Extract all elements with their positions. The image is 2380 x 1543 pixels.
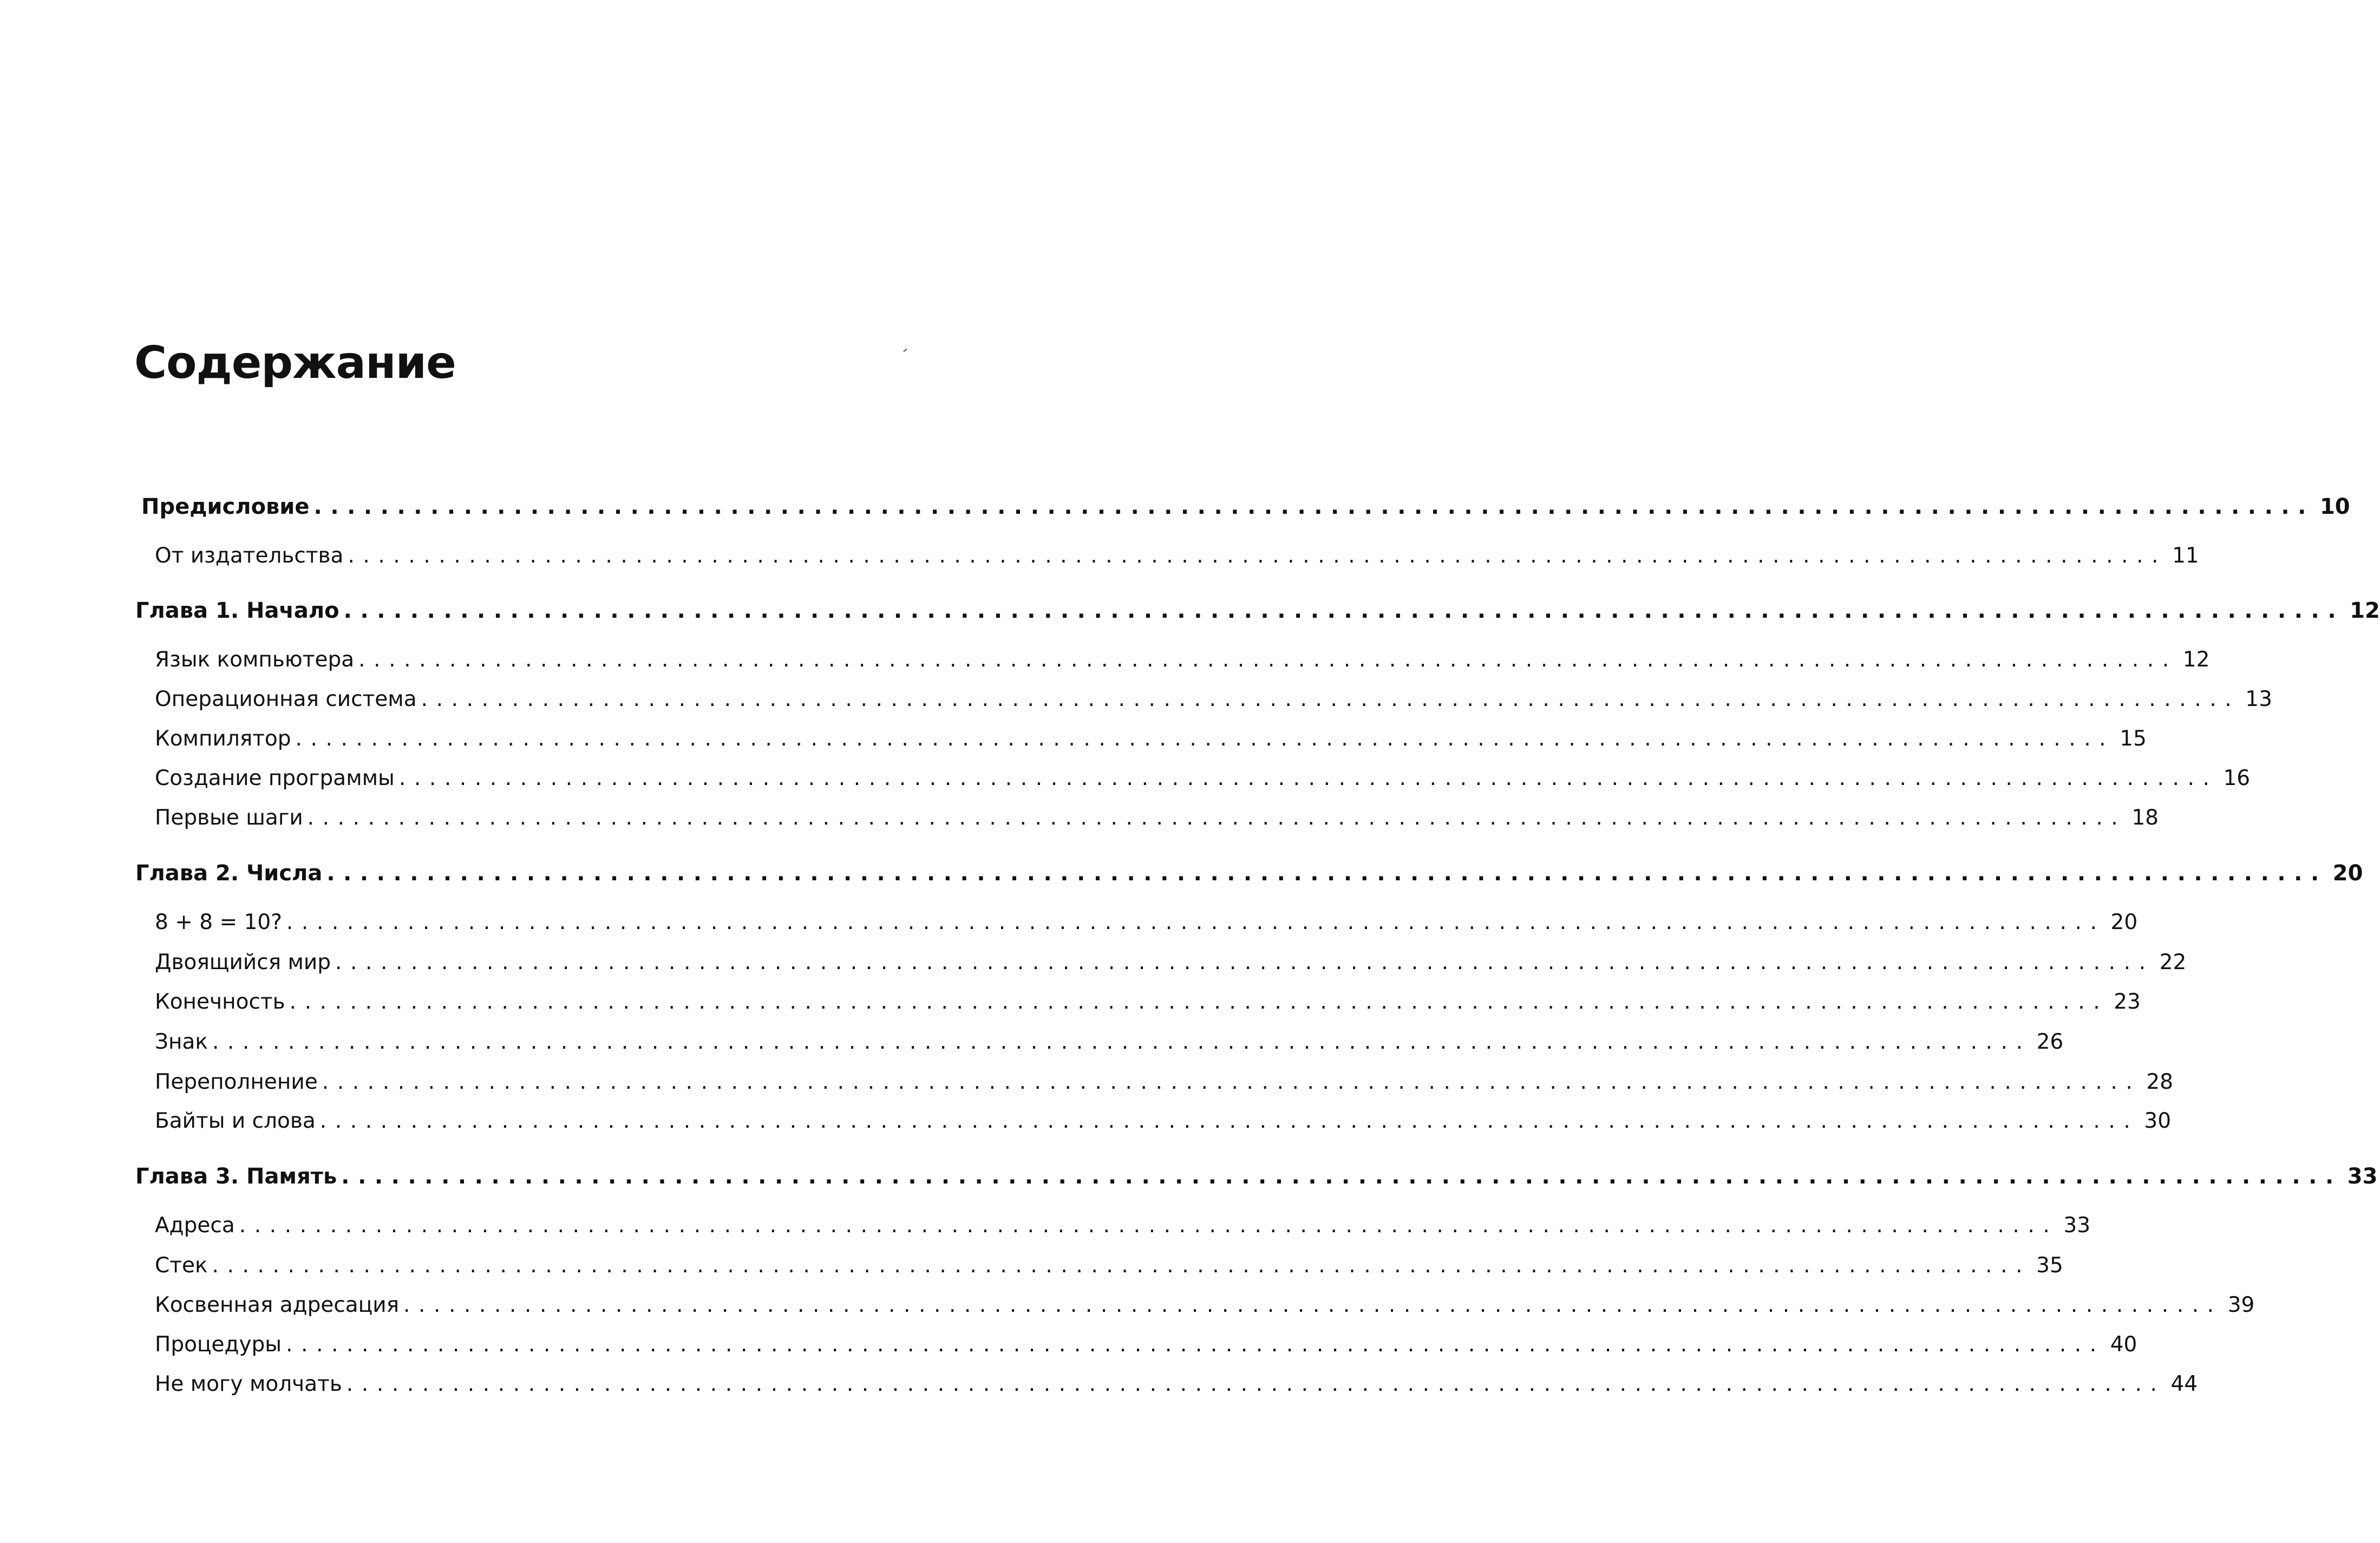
toc-page-number: 10 <box>2319 494 2350 519</box>
toc-chapter-2[interactable] <box>135 861 2363 886</box>
toc-entry-title: Глава 1. Начало <box>135 598 339 623</box>
toc-leader-dots: ........................................................................................................................ <box>212 1253 2031 1278</box>
toc-entry-title: Глава 2. Числа <box>135 861 323 886</box>
toc-entry-title: 8 + 8 = 10? <box>155 910 282 934</box>
toc-chapter-preface[interactable] <box>141 494 2350 519</box>
toc-leader-dots: ........................................................................................................................ <box>335 950 2154 975</box>
toc-page-number: 28 <box>2146 1069 2173 1094</box>
toc-page-number: 44 <box>2170 1371 2198 1396</box>
toc-page-number: 39 <box>2227 1292 2255 1317</box>
toc-leader-dots: ........................................................................................................................ <box>295 726 2115 751</box>
toc-entry-title: От издательства <box>155 543 344 568</box>
toc-leader-dots: ........................................................................................................................ <box>289 989 2109 1014</box>
toc-page-number: 40 <box>2110 1332 2137 1357</box>
toc-entry-title: Стек <box>155 1253 208 1278</box>
toc-page-number: 18 <box>2131 805 2159 830</box>
toc-leader-dots: ........................................................................................................................ <box>326 861 2327 886</box>
toc-leader-dots: ........................................................................................................................ <box>343 598 2345 623</box>
toc-section-operating-system[interactable] <box>155 686 2272 711</box>
toc-page-number: 30 <box>2144 1108 2172 1133</box>
page-title: Содержание <box>134 337 456 389</box>
toc-page-number: 22 <box>2159 950 2187 975</box>
toc-page-number: 35 <box>2036 1253 2063 1278</box>
toc-page-number: 20 <box>2332 861 2363 886</box>
toc-leader-dots: ........................................................................................................................ <box>398 766 2218 790</box>
toc-section-dual-world[interactable] <box>155 950 2187 975</box>
toc-chapter-1[interactable] <box>135 598 2380 623</box>
toc-section-8-plus-8[interactable] <box>155 910 2138 934</box>
toc-leader-dots: ........................................................................................................................ <box>313 494 2314 519</box>
toc-page-number: 12 <box>2350 598 2380 623</box>
toc-page-number: 20 <box>2110 910 2138 934</box>
toc-leader-dots: ........................................................................................................................ <box>346 1371 2166 1396</box>
toc-section-finiteness[interactable] <box>155 989 2141 1014</box>
toc-section-from-publisher[interactable] <box>155 543 2199 568</box>
toc-entry-title: Конечность <box>155 989 285 1014</box>
toc-page-number: 13 <box>2245 686 2272 711</box>
toc-leader-dots: ........................................................................................................................ <box>421 686 2240 711</box>
toc-leader-dots: ........................................................................................................................ <box>286 910 2106 934</box>
toc-page-number: 12 <box>2182 647 2210 672</box>
toc-entry-title: Предисловие <box>141 494 310 519</box>
toc-section-stack[interactable] <box>155 1253 2063 1278</box>
toc-section-computer-language[interactable] <box>155 647 2210 672</box>
toc-page-number: 16 <box>2223 766 2251 790</box>
toc-chapter-3[interactable] <box>135 1164 2378 1189</box>
toc-entry-title: Первые шаги <box>155 805 303 830</box>
toc-leader-dots: ........................................................................................................................ <box>319 1108 2139 1133</box>
toc-entry-title: Создание программы <box>155 766 395 790</box>
toc-leader-dots: ........................................................................................................................ <box>348 543 2167 568</box>
toc-section-addresses[interactable] <box>155 1213 2091 1238</box>
toc-entry-title: Двоящийся мир <box>155 950 331 975</box>
toc-leader-dots: ........................................................................................................................ <box>307 805 2127 830</box>
toc-leader-dots: ........................................................................................................................ <box>403 1292 2222 1317</box>
toc-leader-dots: ........................................................................................................................ <box>212 1029 2031 1054</box>
toc-page-number: 15 <box>2120 726 2147 751</box>
toc-entry-title: Знак <box>155 1029 208 1054</box>
toc-page-number: 11 <box>2172 543 2199 568</box>
toc-entry-title: Байты и слова <box>155 1108 316 1133</box>
toc-entry-title: Язык компьютера <box>155 647 355 672</box>
toc-entry-title: Косвенная адресация <box>155 1292 400 1317</box>
toc-section-first-steps[interactable] <box>155 805 2159 830</box>
toc-leader-dots: ........................................................................................................................ <box>286 1332 2105 1357</box>
toc-section-sign[interactable] <box>155 1029 2064 1054</box>
toc-leader-dots: ........................................................................................................................ <box>341 1164 2342 1189</box>
toc-leader-dots: ........................................................................................................................ <box>322 1069 2141 1094</box>
toc-entry-title: Процедуры <box>155 1332 282 1357</box>
toc-section-bytes-and-words[interactable] <box>155 1108 2172 1133</box>
toc-section-cannot-be-silent[interactable] <box>155 1371 2198 1396</box>
toc-page-number: 23 <box>2114 989 2141 1014</box>
toc-section-creating-program[interactable] <box>155 766 2251 790</box>
toc-page-number: 33 <box>2347 1164 2378 1189</box>
toc-page-number: 33 <box>2063 1213 2091 1238</box>
toc-leader-dots: ........................................................................................................................ <box>358 647 2178 672</box>
toc-page-number: 26 <box>2036 1029 2064 1054</box>
toc-entry-title: Компилятор <box>155 726 291 751</box>
toc-section-compiler[interactable] <box>155 726 2147 751</box>
toc-entry-title: Адреса <box>155 1213 235 1238</box>
toc-entry-title: Не могу молчать <box>155 1371 342 1396</box>
toc-entry-title: Переполнение <box>155 1069 318 1094</box>
toc-entry-title: Операционная система <box>155 686 417 711</box>
toc-section-indirect-addressing[interactable] <box>155 1292 2255 1317</box>
toc-entry-title: Глава 3. Память <box>135 1164 337 1189</box>
toc-leader-dots: ........................................................................................................................ <box>239 1213 2058 1238</box>
toc-section-procedures[interactable] <box>155 1332 2137 1357</box>
toc-section-overflow[interactable] <box>155 1069 2173 1094</box>
